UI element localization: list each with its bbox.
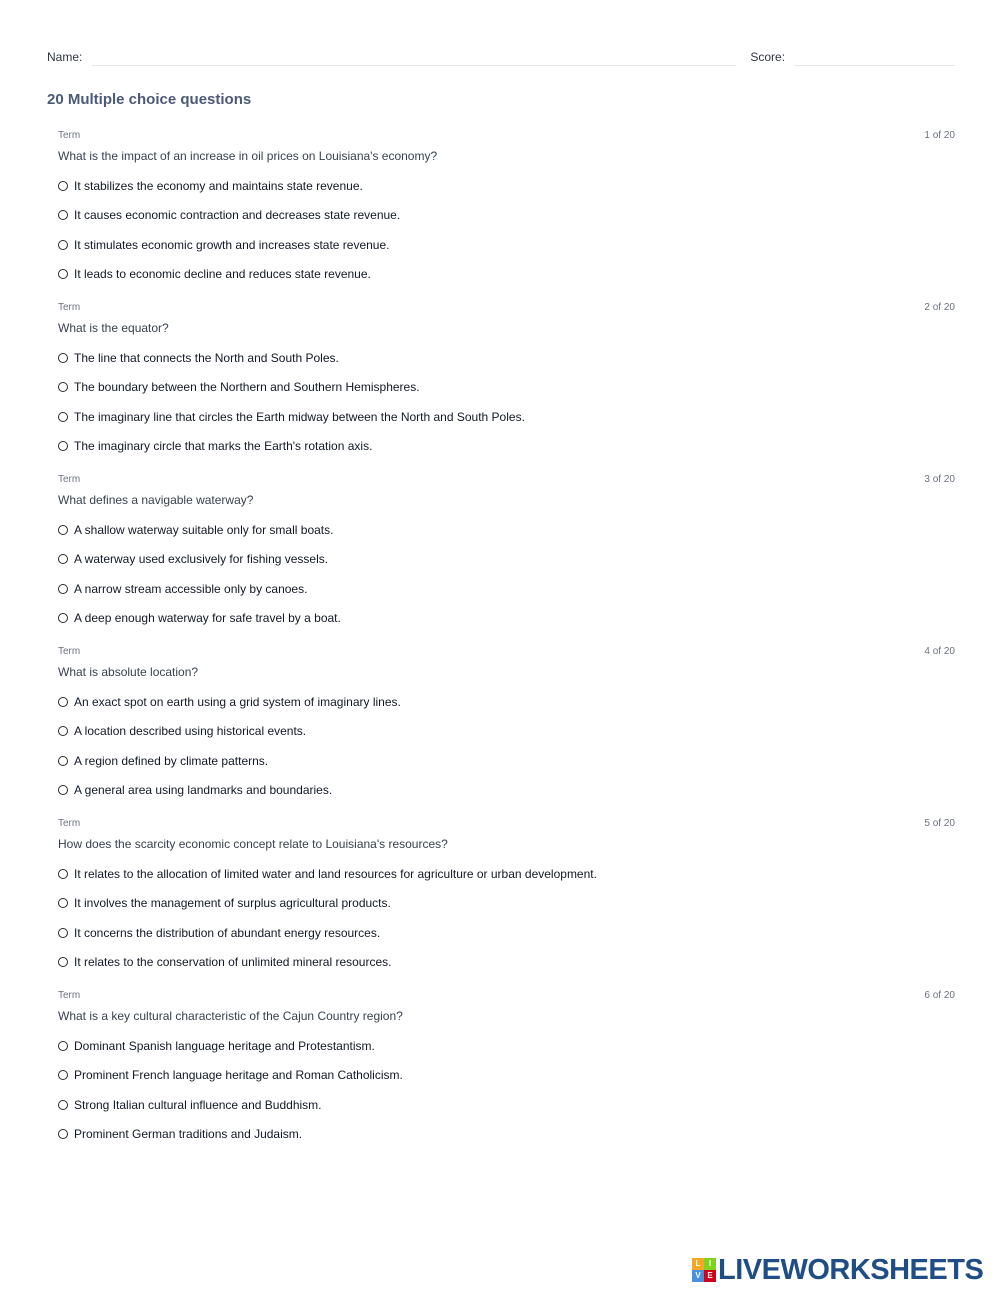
question-text: What is the impact of an increase in oil prices on Louisiana's economy? (58, 149, 438, 163)
section-title: 20 Multiple choice questions (47, 91, 252, 108)
logo-tile: V (692, 1270, 704, 1282)
radio-button[interactable] (58, 726, 68, 736)
radio-button[interactable] (58, 613, 68, 623)
brand-logo (692, 1253, 984, 1286)
radio-button[interactable] (58, 441, 68, 451)
logo-tile: L (692, 1258, 704, 1270)
answer-option-label: It relates to the allocation of limited water and land resources for agriculture or urban development. (74, 866, 597, 881)
question-header (58, 986, 955, 1004)
question-type-label: Term (58, 473, 81, 485)
answer-option-label: It concerns the distribution of abundant energy resources. (74, 925, 381, 940)
radio-button[interactable] (58, 382, 68, 392)
question-block (58, 814, 955, 986)
answer-option-label: A shallow waterway suitable only for small boats. (74, 522, 334, 537)
answer-option-label: Strong Italian cultural influence and Buddhism. (74, 1097, 322, 1112)
answer-option-label: A waterway used exclusively for fishing vessels. (74, 552, 329, 567)
question-text: How does the scarcity economic concept relate to Louisiana's resources? (58, 837, 448, 851)
answer-option-label: Dominant Spanish language heritage and Protestantism. (74, 1038, 375, 1053)
radio-button[interactable] (58, 240, 68, 250)
answer-option-label: A general area using landmarks and boundaries. (74, 783, 333, 798)
radio-button[interactable] (58, 353, 68, 363)
answer-option[interactable] (58, 717, 955, 747)
question-list (58, 126, 955, 1158)
radio-button[interactable] (58, 869, 68, 879)
name-field[interactable] (92, 49, 736, 66)
answer-option[interactable] (58, 230, 955, 260)
answer-option-label: An exact spot on earth using a grid system of imaginary lines. (74, 694, 401, 709)
radio-button[interactable] (58, 697, 68, 707)
logo-tile: E (704, 1270, 716, 1282)
question-block (58, 986, 955, 1158)
question-header (58, 470, 955, 488)
answer-option[interactable] (58, 260, 955, 290)
question-block (58, 298, 955, 470)
answer-option[interactable] (58, 604, 955, 634)
answer-option[interactable] (58, 574, 955, 604)
answer-option-label: A region defined by climate patterns. (74, 753, 269, 768)
answer-options (58, 171, 955, 289)
question-block (58, 126, 955, 298)
answer-option[interactable] (58, 373, 955, 403)
radio-button[interactable] (58, 181, 68, 191)
answer-options (58, 859, 955, 977)
answer-option[interactable] (58, 948, 955, 978)
radio-button[interactable] (58, 584, 68, 594)
answer-option-label: It stabilizes the economy and maintains state revenue. (74, 178, 363, 193)
answer-option[interactable] (58, 1031, 955, 1061)
answer-option-label: Prominent German traditions and Judaism. (74, 1127, 303, 1142)
question-counter: 2 of 20 (924, 301, 955, 313)
question-text: What defines a navigable waterway? (58, 493, 254, 507)
header-row (47, 48, 955, 66)
question-type-label: Term (58, 301, 81, 313)
liveworksheets-logo-icon (692, 1258, 716, 1282)
question-counter: 4 of 20 (924, 645, 955, 657)
answer-option-label: It involves the management of surplus agricultural products. (74, 896, 391, 911)
answer-option-label: The imaginary line that circles the Earth midway between the North and South Poles. (74, 409, 525, 424)
answer-option[interactable] (58, 918, 955, 948)
answer-option-label: It relates to the conservation of unlimited mineral resources. (74, 955, 392, 970)
answer-option[interactable] (58, 343, 955, 373)
radio-button[interactable] (58, 269, 68, 279)
answer-option[interactable] (58, 545, 955, 575)
answer-option[interactable] (58, 402, 955, 432)
answer-option[interactable] (58, 1090, 955, 1120)
radio-button[interactable] (58, 1100, 68, 1110)
radio-button[interactable] (58, 1041, 68, 1051)
brand-name: LIVEWORKSHEETS (718, 1253, 984, 1286)
question-type-label: Term (58, 989, 81, 1001)
question-counter: 1 of 20 (924, 129, 955, 141)
logo-tile: I (704, 1258, 716, 1270)
answer-option-label: It stimulates economic growth and increases state revenue. (74, 237, 390, 252)
question-counter: 5 of 20 (924, 817, 955, 829)
answer-option[interactable] (58, 776, 955, 806)
score-label: Score: (750, 50, 786, 64)
radio-button[interactable] (58, 898, 68, 908)
question-counter: 6 of 20 (924, 989, 955, 1001)
answer-option[interactable] (58, 1120, 955, 1150)
radio-button[interactable] (58, 756, 68, 766)
radio-button[interactable] (58, 525, 68, 535)
answer-options (58, 1031, 955, 1149)
answer-option-label: The imaginary circle that marks the Earth's rotation axis. (74, 439, 373, 454)
question-block (58, 642, 955, 814)
answer-option[interactable] (58, 515, 955, 545)
answer-option[interactable] (58, 201, 955, 231)
question-counter: 3 of 20 (924, 473, 955, 485)
question-header (58, 814, 955, 832)
question-text: What is the equator? (58, 321, 169, 335)
answer-options (58, 687, 955, 805)
question-text: What is absolute location? (58, 665, 199, 679)
answer-option[interactable] (58, 1061, 955, 1091)
answer-option[interactable] (58, 432, 955, 462)
score-field[interactable] (795, 49, 955, 66)
answer-option[interactable] (58, 889, 955, 919)
answer-option[interactable] (58, 687, 955, 717)
question-text: What is a key cultural characteristic of the Cajun Country region? (58, 1009, 403, 1023)
answer-option[interactable] (58, 746, 955, 776)
name-label: Name: (47, 50, 83, 64)
answer-option-label: A location described using historical events. (74, 724, 307, 739)
question-header (58, 298, 955, 316)
answer-option-label: A narrow stream accessible only by canoes. (74, 581, 308, 596)
radio-button[interactable] (58, 412, 68, 422)
answer-option-label: It leads to economic decline and reduces state revenue. (74, 267, 371, 282)
answer-option-label: The boundary between the Northern and Southern Hemispheres. (74, 380, 420, 395)
answer-option[interactable] (58, 171, 955, 201)
answer-options (58, 515, 955, 633)
answer-option-label: The line that connects the North and South Poles. (74, 350, 339, 365)
question-type-label: Term (58, 645, 81, 657)
answer-option-label: A deep enough waterway for safe travel by a boat. (74, 611, 341, 626)
question-block (58, 470, 955, 642)
radio-button[interactable] (58, 785, 68, 795)
radio-button[interactable] (58, 957, 68, 967)
answer-option-label: It causes economic contraction and decreases state revenue. (74, 208, 401, 223)
answer-option[interactable] (58, 859, 955, 889)
question-header (58, 126, 955, 144)
question-header (58, 642, 955, 660)
radio-button[interactable] (58, 554, 68, 564)
question-type-label: Term (58, 817, 81, 829)
answer-option-label: Prominent French language heritage and Roman Catholicism. (74, 1068, 403, 1083)
radio-button[interactable] (58, 210, 68, 220)
radio-button[interactable] (58, 1070, 68, 1080)
radio-button[interactable] (58, 928, 68, 938)
answer-options (58, 343, 955, 461)
question-type-label: Term (58, 129, 81, 141)
radio-button[interactable] (58, 1129, 68, 1139)
